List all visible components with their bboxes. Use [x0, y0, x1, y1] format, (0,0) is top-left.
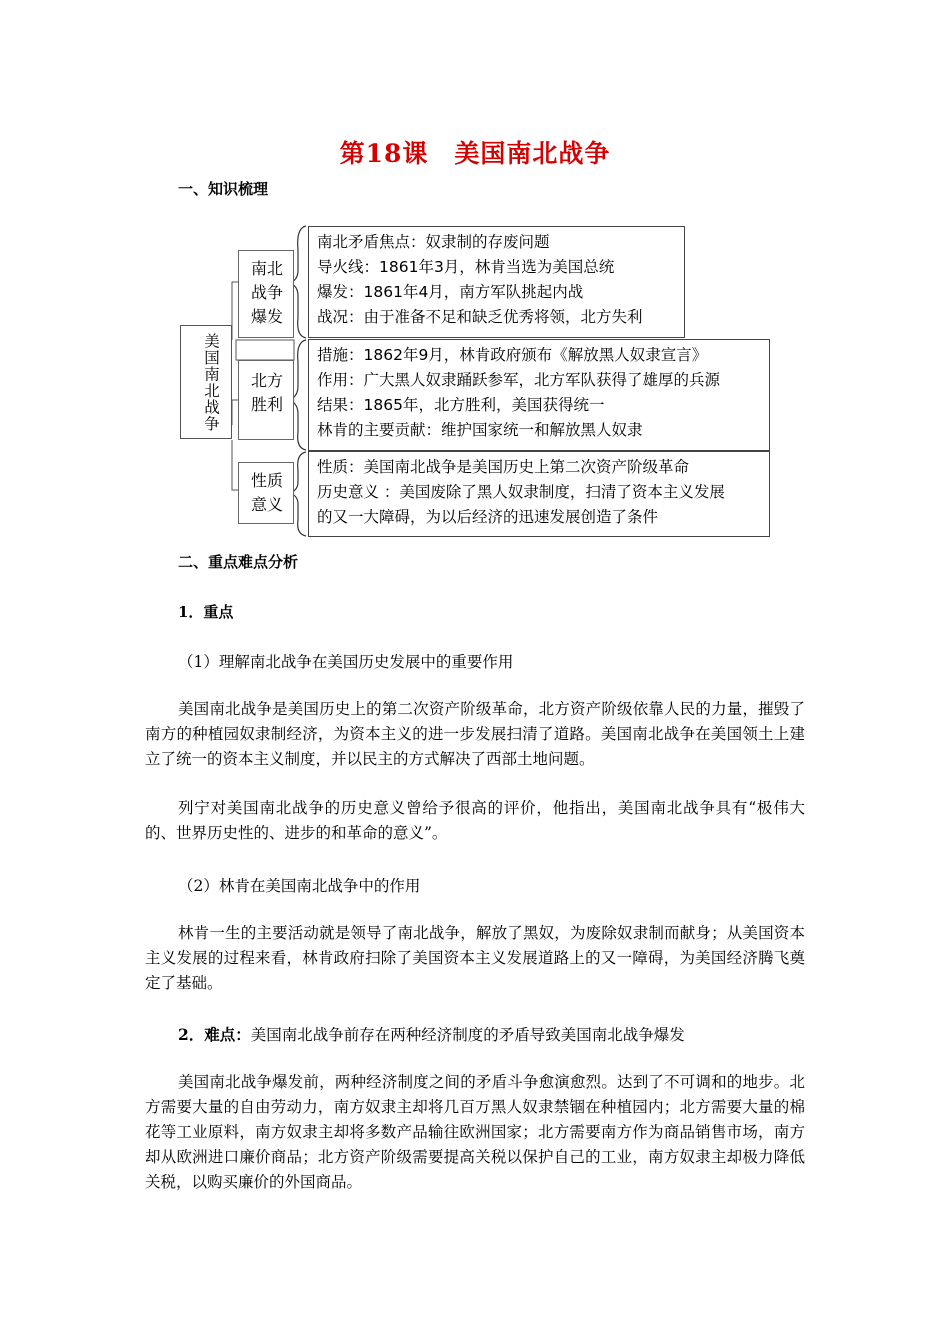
- branch-outbreak: [238, 250, 294, 338]
- branch-significance-label: 性质意义: [250, 471, 283, 514]
- branch-significance-details: [308, 451, 770, 537]
- mindmap-root-label: 美国南北战争: [202, 332, 220, 432]
- branch-outbreak-label: 南北战争爆发: [250, 259, 283, 326]
- section-heading-analysis: 二、重点难点分析: [178, 553, 299, 571]
- key-point-heading: 1．重点: [178, 603, 234, 621]
- detail-line: 措施：1862年9月，林肯政府颁布《解放黑人奴隶宣言》: [317, 346, 708, 364]
- paragraph-lincoln: 林肯一生的主要活动就是领导了南北战争，解放了黑奴，为废除奴隶制而献身；从美国资本主义发展的过程来看，林肯政府扫除了美国资本主义发展道路上的又一障碍，为美国经济腾飞奠定了基础。: [145, 924, 805, 992]
- paragraph-significance: 美国南北战争是美国历史上的第二次资产阶级革命，北方资产阶级依靠人民的力量，摧毁了南方的种植园奴隶制经济，为资本主义的进一步发展扫清了道路。美国南北战争在美国领土上建立了统一的资本主义制度，并以民主的方式解决了西部土地问题。: [145, 700, 805, 768]
- detail-line: 历史意义 ：美国废除了黑人奴隶制度，扫清了资本主义发展: [317, 483, 725, 501]
- branch-outbreak-details: [308, 226, 685, 338]
- difficult-point-heading: [178, 1023, 685, 1045]
- key-point-subheading-2: （2）林肯在美国南北战争中的作用: [178, 877, 421, 895]
- key-point-subheading-1: （1）理解南北战争在美国历史发展中的重要作用: [178, 653, 514, 671]
- difficult-point-label: 2．难点：: [178, 1025, 251, 1044]
- difficult-point-text: 美国南北战争前存在两种经济制度的矛盾导致美国南北战争爆发: [250, 1026, 685, 1044]
- branch-victory: [238, 360, 294, 440]
- detail-line: 的又一大障碍，为以后经济的迅速发展创造了条件: [317, 508, 659, 526]
- lesson-number: 第18课: [339, 139, 429, 168]
- detail-line: 作用：广大黑人奴隶踊跃参军，北方军队获得了雄厚的兵源: [317, 371, 721, 389]
- branch-victory-label: 北方胜利: [250, 371, 283, 414]
- detail-line: 性质：美国南北战争是美国历史上第二次资产阶级革命: [317, 458, 690, 476]
- paragraph-economic-conflict: 美国南北战争爆发前，两种经济制度之间的矛盾斗争愈演愈烈。达到了不可调和的地步。北方需要大量的自由劳动力，南方奴隶主却将几百万黑人奴隶禁锢在种植园内；北方需要大量的棉花等工业原料，南方奴隶主却将多数产品输往欧洲国家；北方需要南方作为商品销售市场，南方却从欧洲进口廉价商品；北方资产阶级需要提高关税以保护自己的工业，南方奴隶主却极力降低关税，以购买廉价的外国商品。: [145, 1073, 805, 1191]
- detail-line: 林肯的主要贡献：维护国家统一和解放黑人奴隶: [317, 421, 643, 439]
- detail-line: 战况：由于准备不足和缺乏优秀将领，北方失利: [317, 308, 643, 326]
- detail-line: 爆发：1861年4月，南方军队挑起内战: [317, 283, 584, 301]
- detail-line: 结果：1865年，北方胜利，美国获得统一: [317, 396, 605, 414]
- section-heading-knowledge: 一、知识梳理: [178, 180, 269, 198]
- branch-significance: [238, 462, 294, 524]
- branch-victory-details: [308, 339, 770, 451]
- paragraph-lenin: 列宁对美国南北战争的历史意义曾给予很高的评价，他指出，美国南北战争具有“极伟大的、世界历史性的、进步的和革命的意义”。: [145, 799, 805, 842]
- mindmap-root: [180, 325, 232, 439]
- detail-line: 导火线：1861年3月，林肯当选为美国总统: [317, 258, 615, 276]
- detail-line: 南北矛盾焦点：奴隶制的存废问题: [317, 233, 550, 251]
- lesson-name: 美国南北战争: [454, 139, 611, 168]
